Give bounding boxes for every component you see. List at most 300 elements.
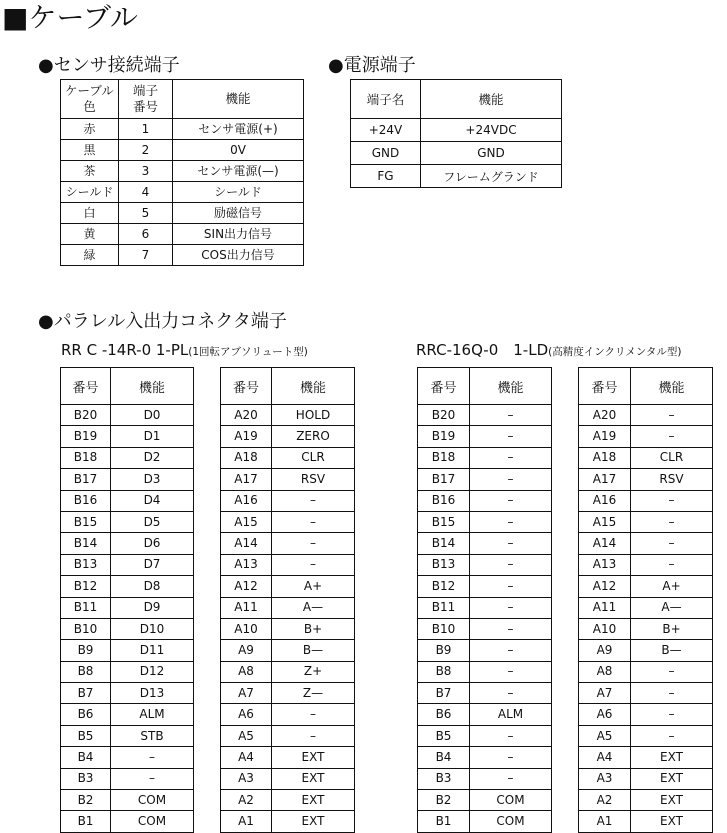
- header-function: 機能: [111, 368, 194, 405]
- terminal-number-cell: 7: [119, 245, 173, 266]
- function-cell: COM: [111, 811, 194, 832]
- cable-color-cell: 黄: [61, 224, 119, 245]
- function-cell: HOLD: [272, 405, 355, 426]
- function-cell: EXT: [631, 811, 713, 832]
- pin-number-cell: A12: [579, 576, 631, 597]
- pin-number-cell: A15: [221, 511, 272, 532]
- function-cell: STB: [111, 725, 194, 746]
- function-cell: COM: [111, 790, 194, 811]
- pin-number-cell: A11: [221, 597, 272, 618]
- header-function: 機能: [272, 368, 355, 405]
- function-cell: EXT: [272, 790, 355, 811]
- table-row: [221, 768, 355, 789]
- pin-number-cell: A19: [579, 426, 631, 447]
- function-cell: D4: [111, 490, 194, 511]
- function-cell: B+: [631, 618, 713, 639]
- pin-number-cell: A3: [221, 768, 272, 789]
- table-row: [221, 554, 355, 575]
- table-row: [221, 725, 355, 746]
- pin-table-body: [221, 405, 355, 833]
- table-row: [61, 618, 194, 639]
- model-right-name: RRC-16Q-0 1-LD: [416, 341, 549, 359]
- table-row: [61, 426, 194, 447]
- table-row: [418, 469, 552, 490]
- pin-number-cell: A14: [221, 533, 272, 554]
- function-cell: Z—: [272, 683, 355, 704]
- function-cell: Z+: [272, 661, 355, 682]
- table-row: [579, 768, 713, 789]
- table-row: [418, 683, 552, 704]
- header-terminal-number-label: 端子 番号: [132, 83, 158, 114]
- table-row: [221, 533, 355, 554]
- table-row: [61, 405, 194, 426]
- function-cell: –: [272, 511, 355, 532]
- function-cell: –: [272, 490, 355, 511]
- pin-number-cell: B20: [61, 405, 111, 426]
- function-cell: GND: [421, 142, 562, 165]
- function-cell: D5: [111, 511, 194, 532]
- table-row: [61, 790, 194, 811]
- table-row: [418, 576, 552, 597]
- pin-number-cell: B19: [418, 426, 470, 447]
- header-terminal-number: [119, 80, 173, 119]
- table-header-row: [418, 368, 552, 405]
- function-cell: D3: [111, 469, 194, 490]
- pin-table-a-absolute: [220, 367, 355, 833]
- pin-number-cell: B2: [418, 790, 470, 811]
- pin-number-cell: A4: [579, 747, 631, 768]
- table-row: [61, 161, 304, 182]
- table-header-row: [579, 368, 713, 405]
- function-cell: –: [272, 704, 355, 725]
- pin-number-cell: A12: [221, 576, 272, 597]
- table-row: [61, 683, 194, 704]
- table-row: [61, 511, 194, 532]
- pin-number-cell: B18: [61, 447, 111, 468]
- pin-number-cell: B4: [418, 747, 470, 768]
- table-row: [61, 203, 304, 224]
- table-row: [418, 490, 552, 511]
- pin-number-cell: A20: [579, 405, 631, 426]
- function-cell: COS出力信号: [173, 245, 304, 266]
- terminal-name-cell: +24V: [351, 119, 421, 142]
- page-title: ■ケーブル: [2, 1, 138, 34]
- pin-number-cell: A2: [579, 790, 631, 811]
- function-cell: CLR: [631, 447, 713, 468]
- header-number: 番号: [418, 368, 470, 405]
- function-cell: EXT: [631, 768, 713, 789]
- function-cell: –: [470, 511, 552, 532]
- pin-number-cell: A5: [579, 725, 631, 746]
- pin-number-cell: A11: [579, 597, 631, 618]
- table-row: [221, 490, 355, 511]
- function-cell: B—: [272, 640, 355, 661]
- table-row: [418, 533, 552, 554]
- pin-table-b-incremental: [417, 367, 552, 833]
- function-cell: D13: [111, 683, 194, 704]
- pin-number-cell: A13: [579, 554, 631, 575]
- pin-number-cell: A13: [221, 554, 272, 575]
- function-cell: –: [470, 490, 552, 511]
- pin-number-cell: A10: [221, 618, 272, 639]
- terminal-number-cell: 2: [119, 140, 173, 161]
- pin-number-cell: B10: [61, 618, 111, 639]
- table-row: [579, 576, 713, 597]
- pin-number-cell: A1: [221, 811, 272, 832]
- power-table-body: [351, 119, 562, 188]
- function-cell: –: [470, 747, 552, 768]
- model-left-note: (1回転アブソリュート型): [188, 346, 308, 358]
- pin-number-cell: B2: [61, 790, 111, 811]
- terminal-number-cell: 6: [119, 224, 173, 245]
- table-row: [221, 426, 355, 447]
- pin-number-cell: A10: [579, 618, 631, 639]
- pin-number-cell: B17: [61, 469, 111, 490]
- table-row: [61, 661, 194, 682]
- table-header-row: [351, 80, 562, 119]
- function-cell: A—: [631, 597, 713, 618]
- pin-number-cell: B16: [61, 490, 111, 511]
- function-cell: RSV: [631, 469, 713, 490]
- table-row: [221, 576, 355, 597]
- function-cell: EXT: [631, 747, 713, 768]
- pin-number-cell: B14: [61, 533, 111, 554]
- function-cell: –: [272, 554, 355, 575]
- table-header-row: [61, 80, 304, 119]
- table-row: [418, 747, 552, 768]
- function-cell: EXT: [272, 747, 355, 768]
- header-terminal-name: 端子名: [351, 80, 421, 119]
- function-cell: D8: [111, 576, 194, 597]
- table-row: [61, 554, 194, 575]
- function-cell: A+: [272, 576, 355, 597]
- header-number: 番号: [579, 368, 631, 405]
- function-cell: D12: [111, 661, 194, 682]
- function-cell: D7: [111, 554, 194, 575]
- function-cell: D9: [111, 597, 194, 618]
- terminal-number-cell: 4: [119, 182, 173, 203]
- pin-number-cell: B7: [61, 683, 111, 704]
- function-cell: –: [272, 725, 355, 746]
- pin-number-cell: A7: [579, 683, 631, 704]
- table-row: [61, 704, 194, 725]
- pin-number-cell: B1: [61, 811, 111, 832]
- table-row: [221, 640, 355, 661]
- model-right-note: (高精度インクリメンタル型): [548, 346, 682, 358]
- table-row: [61, 140, 304, 161]
- pin-number-cell: A17: [579, 469, 631, 490]
- table-row: [418, 426, 552, 447]
- header-function: 機能: [421, 80, 562, 119]
- pin-number-cell: B13: [418, 554, 470, 575]
- pin-number-cell: A7: [221, 683, 272, 704]
- function-cell: –: [631, 704, 713, 725]
- table-row: [61, 725, 194, 746]
- header-function: 機能: [631, 368, 713, 405]
- table-row: [61, 490, 194, 511]
- function-cell: CLR: [272, 447, 355, 468]
- table-header-row: [221, 368, 355, 405]
- cable-color-cell: 赤: [61, 119, 119, 140]
- pin-number-cell: B12: [61, 576, 111, 597]
- pin-number-cell: A1: [579, 811, 631, 832]
- pin-number-cell: A8: [221, 661, 272, 682]
- function-cell: –: [470, 597, 552, 618]
- pin-number-cell: A9: [579, 640, 631, 661]
- pin-number-cell: A16: [579, 490, 631, 511]
- table-row: [61, 747, 194, 768]
- pin-number-cell: B15: [418, 511, 470, 532]
- table-row: [579, 640, 713, 661]
- pin-number-cell: A15: [579, 511, 631, 532]
- function-cell: –: [470, 683, 552, 704]
- table-row: [221, 618, 355, 639]
- pin-number-cell: A6: [579, 704, 631, 725]
- table-row: [61, 576, 194, 597]
- table-row: [61, 469, 194, 490]
- pin-number-cell: A2: [221, 790, 272, 811]
- pin-number-cell: A9: [221, 640, 272, 661]
- cable-color-cell: 緑: [61, 245, 119, 266]
- table-row: [61, 533, 194, 554]
- table-row: [61, 597, 194, 618]
- table-row: [579, 811, 713, 832]
- pin-number-cell: B8: [418, 661, 470, 682]
- function-cell: D2: [111, 447, 194, 468]
- table-row: [221, 447, 355, 468]
- table-row: [418, 704, 552, 725]
- table-row: [579, 469, 713, 490]
- terminal-name-cell: GND: [351, 142, 421, 165]
- function-cell: –: [631, 683, 713, 704]
- function-cell: ZERO: [272, 426, 355, 447]
- pin-number-cell: B15: [61, 511, 111, 532]
- terminal-number-cell: 5: [119, 203, 173, 224]
- table-row: [418, 768, 552, 789]
- function-cell: D10: [111, 618, 194, 639]
- table-row: [351, 142, 562, 165]
- function-cell: B+: [272, 618, 355, 639]
- pin-number-cell: B4: [61, 747, 111, 768]
- table-row: [221, 469, 355, 490]
- table-row: [61, 182, 304, 203]
- pin-number-cell: A19: [221, 426, 272, 447]
- model-right: [416, 340, 681, 362]
- table-row: [418, 811, 552, 832]
- pin-number-cell: B16: [418, 490, 470, 511]
- pin-number-cell: B11: [61, 597, 111, 618]
- power-heading: ●電源端子: [328, 55, 416, 76]
- function-cell: D6: [111, 533, 194, 554]
- pin-number-cell: A3: [579, 768, 631, 789]
- pin-number-cell: A16: [221, 490, 272, 511]
- table-row: [579, 405, 713, 426]
- terminal-number-cell: 1: [119, 119, 173, 140]
- function-cell: –: [631, 554, 713, 575]
- pin-table-a-incremental: [578, 367, 713, 833]
- header-number: 番号: [61, 368, 111, 405]
- table-row: [579, 447, 713, 468]
- function-cell: シールド: [173, 182, 304, 203]
- table-row: [579, 704, 713, 725]
- table-row: [61, 811, 194, 832]
- function-cell: –: [470, 426, 552, 447]
- function-cell: COM: [470, 811, 552, 832]
- function-cell: –: [470, 618, 552, 639]
- table-row: [418, 640, 552, 661]
- function-cell: D1: [111, 426, 194, 447]
- table-row: [221, 811, 355, 832]
- table-row: [579, 661, 713, 682]
- pin-number-cell: B13: [61, 554, 111, 575]
- model-left: [61, 340, 308, 362]
- table-row: [418, 597, 552, 618]
- pin-number-cell: B12: [418, 576, 470, 597]
- table-row: [579, 725, 713, 746]
- pin-number-cell: B5: [418, 725, 470, 746]
- table-row: [418, 511, 552, 532]
- table-row: [579, 747, 713, 768]
- function-cell: –: [470, 725, 552, 746]
- table-row: [418, 447, 552, 468]
- pin-number-cell: B6: [418, 704, 470, 725]
- function-cell: EXT: [272, 768, 355, 789]
- pin-number-cell: B18: [418, 447, 470, 468]
- function-cell: –: [631, 661, 713, 682]
- pin-number-cell: B7: [418, 683, 470, 704]
- pin-number-cell: A17: [221, 469, 272, 490]
- table-row: [61, 640, 194, 661]
- function-cell: A—: [272, 597, 355, 618]
- table-header-row: [61, 368, 194, 405]
- function-cell: –: [470, 661, 552, 682]
- table-row: [221, 790, 355, 811]
- pin-number-cell: B9: [61, 640, 111, 661]
- table-row: [418, 618, 552, 639]
- header-cable-color-label: ケーブル 色: [65, 83, 114, 114]
- pin-number-cell: A20: [221, 405, 272, 426]
- pin-table-body: [418, 405, 552, 833]
- table-row: [579, 790, 713, 811]
- function-cell: –: [272, 533, 355, 554]
- function-cell: –: [470, 533, 552, 554]
- function-cell: センサ電源(+): [173, 119, 304, 140]
- table-row: [221, 683, 355, 704]
- function-cell: B—: [631, 640, 713, 661]
- terminal-name-cell: FG: [351, 165, 421, 188]
- header-function: 機能: [173, 80, 304, 119]
- table-row: [221, 704, 355, 725]
- function-cell: EXT: [272, 811, 355, 832]
- function-cell: –: [631, 405, 713, 426]
- cable-color-cell: 白: [61, 203, 119, 224]
- cable-color-cell: 茶: [61, 161, 119, 182]
- table-row: [579, 683, 713, 704]
- table-row: [221, 661, 355, 682]
- function-cell: ALM: [111, 704, 194, 725]
- cable-color-cell: 黒: [61, 140, 119, 161]
- function-cell: –: [111, 768, 194, 789]
- table-row: [351, 165, 562, 188]
- function-cell: ALM: [470, 704, 552, 725]
- function-cell: –: [631, 511, 713, 532]
- pin-number-cell: B10: [418, 618, 470, 639]
- sensor-heading: ●センサ接続端子: [38, 55, 180, 76]
- table-row: [61, 119, 304, 140]
- function-cell: SIN出力信号: [173, 224, 304, 245]
- table-row: [579, 554, 713, 575]
- pin-number-cell: B11: [418, 597, 470, 618]
- table-row: [221, 747, 355, 768]
- pin-number-cell: A6: [221, 704, 272, 725]
- header-cable-color: [61, 80, 119, 119]
- table-row: [579, 511, 713, 532]
- function-cell: EXT: [631, 790, 713, 811]
- pin-number-cell: B3: [418, 768, 470, 789]
- function-cell: –: [470, 554, 552, 575]
- function-cell: –: [631, 533, 713, 554]
- function-cell: –: [470, 447, 552, 468]
- cable-color-cell: シールド: [61, 182, 119, 203]
- function-cell: –: [470, 469, 552, 490]
- pin-number-cell: B17: [418, 469, 470, 490]
- table-row: [221, 511, 355, 532]
- table-row: [418, 790, 552, 811]
- function-cell: –: [631, 725, 713, 746]
- pin-number-cell: B19: [61, 426, 111, 447]
- table-row: [418, 725, 552, 746]
- header-function: 機能: [470, 368, 552, 405]
- pin-number-cell: B3: [61, 768, 111, 789]
- function-cell: –: [470, 405, 552, 426]
- pin-number-cell: B14: [418, 533, 470, 554]
- function-cell: フレームグランド: [421, 165, 562, 188]
- function-cell: 0V: [173, 140, 304, 161]
- function-cell: –: [111, 747, 194, 768]
- function-cell: D11: [111, 640, 194, 661]
- sensor-terminal-table: [60, 79, 304, 266]
- pin-number-cell: B20: [418, 405, 470, 426]
- function-cell: +24VDC: [421, 119, 562, 142]
- table-row: [61, 245, 304, 266]
- table-row: [579, 597, 713, 618]
- terminal-number-cell: 3: [119, 161, 173, 182]
- pin-number-cell: A8: [579, 661, 631, 682]
- pin-number-cell: A14: [579, 533, 631, 554]
- pin-table-b-absolute: [60, 367, 194, 833]
- table-row: [61, 768, 194, 789]
- table-row: [61, 224, 304, 245]
- function-cell: COM: [470, 790, 552, 811]
- function-cell: –: [631, 426, 713, 447]
- power-terminal-table: [350, 79, 562, 188]
- function-cell: D0: [111, 405, 194, 426]
- function-cell: –: [631, 490, 713, 511]
- pin-table-body: [579, 405, 713, 833]
- function-cell: A+: [631, 576, 713, 597]
- parallel-heading: ●パラレル入出力コネクタ端子: [38, 311, 287, 332]
- pin-number-cell: A18: [579, 447, 631, 468]
- table-row: [418, 405, 552, 426]
- table-row: [579, 426, 713, 447]
- pin-number-cell: A5: [221, 725, 272, 746]
- table-row: [579, 533, 713, 554]
- table-row: [418, 554, 552, 575]
- pin-number-cell: B5: [61, 725, 111, 746]
- pin-number-cell: A4: [221, 747, 272, 768]
- function-cell: センサ電源(—): [173, 161, 304, 182]
- table-row: [418, 661, 552, 682]
